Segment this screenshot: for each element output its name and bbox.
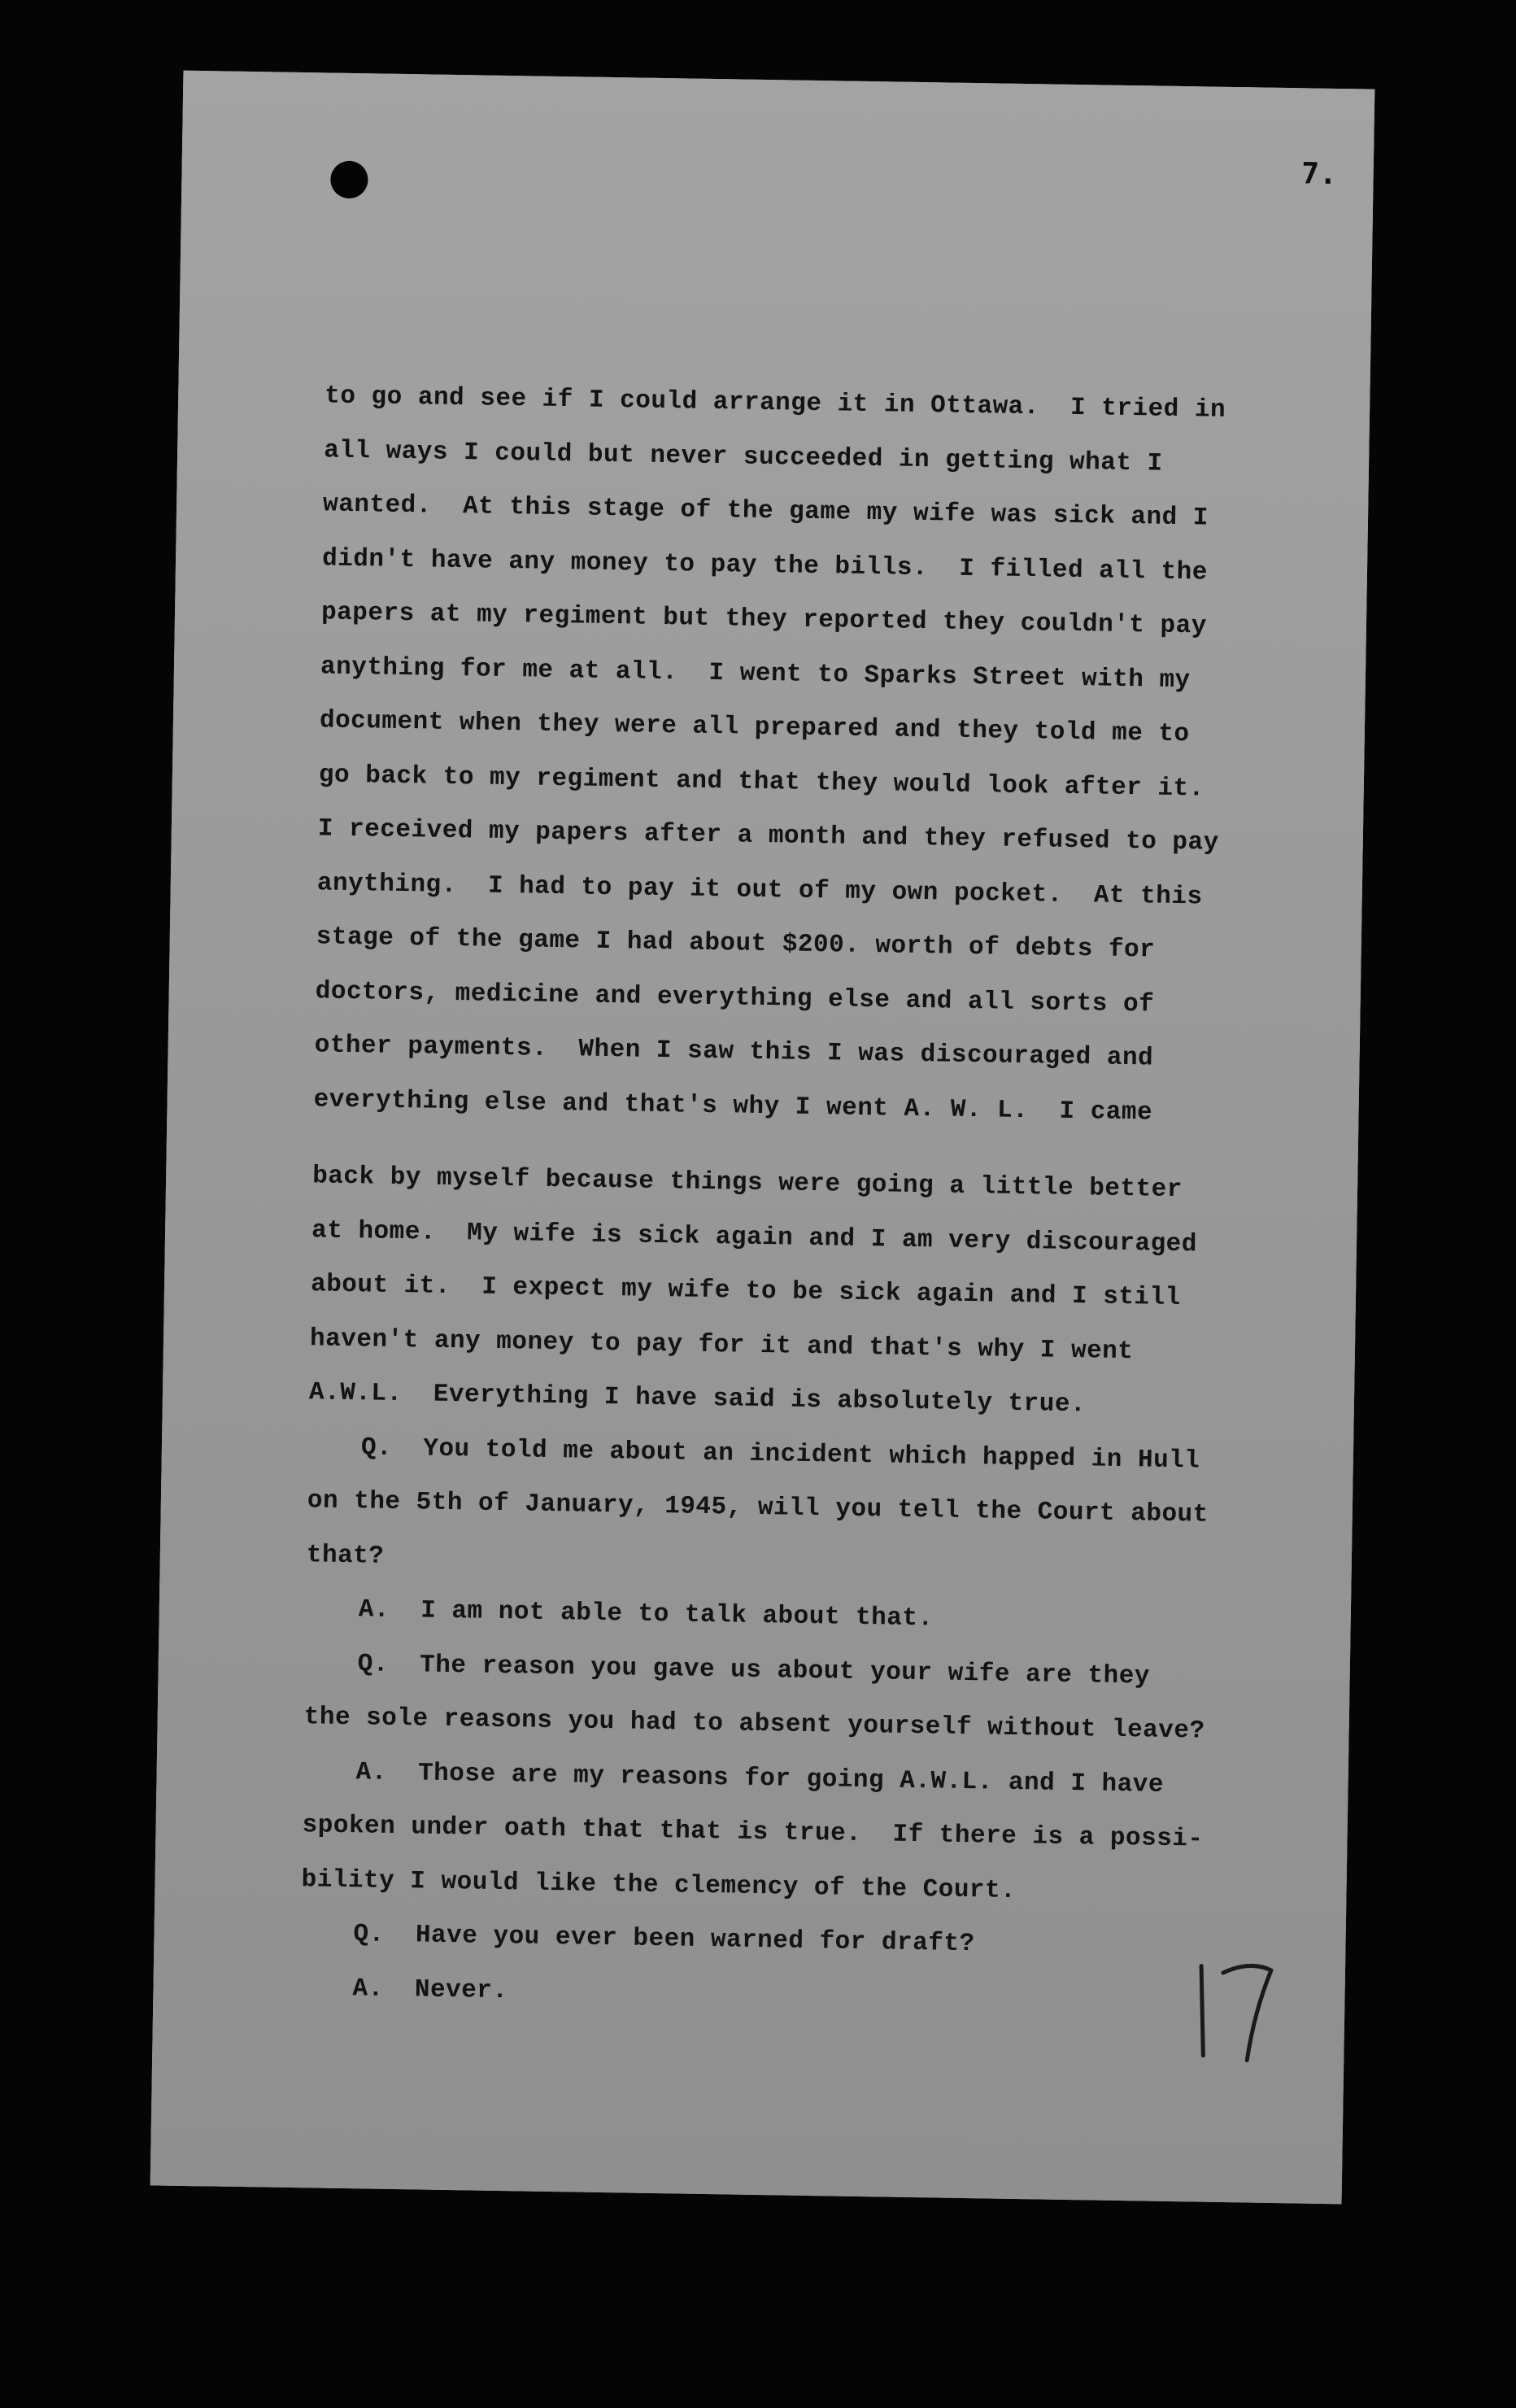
text-line: everything else and that's why I went A. W. L. I came <box>313 1084 1153 1128</box>
text-line: the sole reasons you had to absent yourself without leave? <box>303 1703 1205 1746</box>
testimony-text <box>299 369 1285 2030</box>
text-line: that? <box>306 1540 385 1571</box>
text-line: stage of the game I had about $200. worth of debts for <box>316 923 1156 965</box>
text-line: to go and see if I could arrange it in Ottawa. I tried in <box>324 382 1226 425</box>
text-line: didn't have any money to pay the bills. I filled all the <box>321 543 1209 587</box>
text-line: spoken under oath that that is true. If there is a possi- <box>302 1811 1204 1854</box>
question-line: Q. The reason you gave us about your wife are they <box>357 1649 1151 1691</box>
document-page <box>150 71 1375 2205</box>
text-line: at home. My wife is sick again and I am very discouraged <box>311 1215 1198 1259</box>
text-line: on the 5th of January, 1945, will you tell the Court about <box>307 1486 1209 1529</box>
punch-hole <box>330 161 368 199</box>
answer-line: A. Those are my reasons for going A.W.L. and I have <box>355 1757 1165 1799</box>
text-line: document when they were all prepared and they told me to <box>319 706 1190 749</box>
page-number: 7. <box>1301 157 1337 191</box>
text-line: anything. I had to pay it out of my own pocket. At this <box>316 868 1203 911</box>
text-line: other payments. When I saw this I was discouraged and <box>314 1031 1154 1073</box>
text-line: anything for me at all. I went to Sparks Street with my <box>320 652 1191 695</box>
text-line: I received my papers after a month and they refused to pay <box>317 814 1220 857</box>
text-line: doctors, medicine and everything else and all sorts of <box>315 976 1155 1019</box>
text-line: about it. I expect my wife to be sick again and I still <box>310 1270 1182 1313</box>
text-line: all ways I could but never succeeded in getting what I <box>323 435 1163 478</box>
question-line: Q. You told me about an incident which happed in Hull <box>360 1433 1200 1475</box>
text-line: back by myself because things were going a little better <box>311 1162 1183 1205</box>
text-line: bility I would like the clemency of the Court. <box>301 1865 1017 1905</box>
text-line: haven't any money to pay for it and that's why I went <box>309 1324 1134 1366</box>
answer-line: A. Never. <box>352 1974 508 2005</box>
text-line: papers at my regiment but they reported they couldn't pay <box>320 598 1208 641</box>
answer-line: A. I am not able to talk about that. <box>358 1595 934 1634</box>
handwritten-page-number <box>1185 1941 1284 2065</box>
question-line: Q. Have you ever been warned for draft? <box>353 1920 975 1959</box>
text-line: go back to my regiment and that they would look after it. <box>318 760 1205 803</box>
text-line: A.W.L. Everything I have said is absolutely true. <box>308 1378 1087 1420</box>
text-line: wanted. At this stage of the game my wife was sick and I <box>322 490 1209 533</box>
